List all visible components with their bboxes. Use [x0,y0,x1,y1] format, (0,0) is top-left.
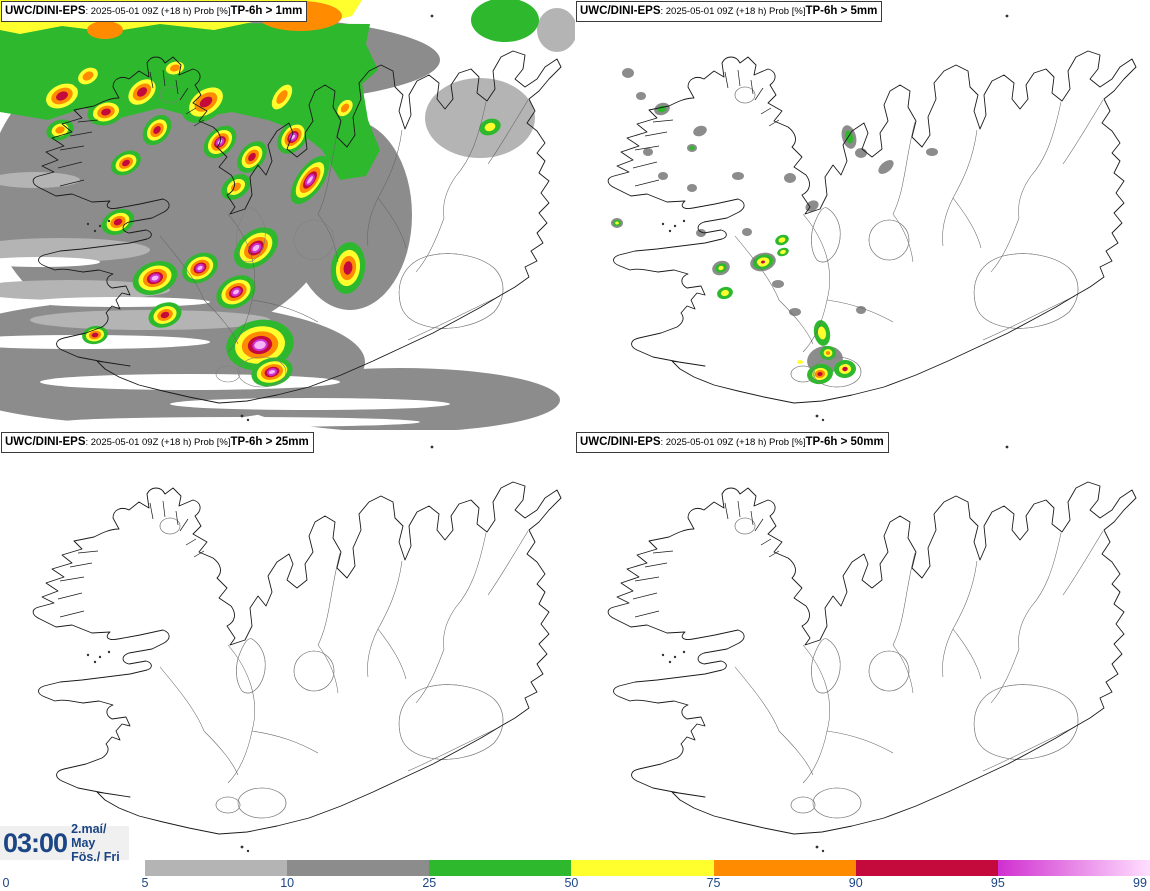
probability-spot [797,360,803,364]
valid-date [71,822,129,864]
legend-tick: 90 [848,876,863,890]
probability-spot [856,306,866,314]
iceland-map-50mm [575,431,1150,861]
legend-tick-labels [0,876,1150,891]
forecast-panel-25mm [0,431,575,861]
legend-tick: 10 [280,876,295,890]
weekday-line: Fös./ Fri [71,850,120,864]
probability-spot [689,146,695,150]
probability-spot [687,184,697,192]
probability-spot [784,173,796,183]
probability-spot [658,172,668,180]
probability-spot [926,148,938,156]
run-info: : 2025-05-01 09Z (+18 h) Prob [%] [660,6,806,17]
clock-box [0,822,129,864]
legend-segment [856,860,998,876]
threshold-label: TP-6h > 5mm [805,5,878,17]
iceland-map-25mm [0,431,575,861]
legend-colorbar [145,860,1150,876]
product-name: UWC/DINI-EPS [580,5,661,17]
forecast-panel-50mm [575,431,1150,861]
legend-tick: 75 [706,876,721,890]
probability-spot [826,351,830,355]
probability-spot [615,222,619,225]
legend-segment [998,860,1150,876]
legend-segment [287,860,429,876]
iceland-map-5mm [575,0,1150,430]
legend-segment [714,860,856,876]
panel-title-25mm [1,432,314,453]
legend-tick: 99 [1133,876,1147,890]
legend-tick: 25 [422,876,437,890]
product-name: UWC/DINI-EPS [5,5,86,17]
run-info: : 2025-05-01 09Z (+18 h) Prob [%] [85,437,231,448]
probability-spot [855,148,867,158]
threshold-label: TP-6h > 1mm [230,5,303,17]
probability-spot [732,172,744,180]
legend-tick: 0 [2,876,10,890]
legend-tick: 5 [141,876,149,890]
probability-spot [636,92,646,100]
panel-title-50mm [576,432,889,453]
run-info: : 2025-05-01 09Z (+18 h) Prob [%] [85,6,231,17]
forecast-panel-5mm [575,0,1150,430]
probability-spot [876,157,896,176]
legend-segment [145,860,287,876]
threshold-label: TP-6h > 50mm [805,436,884,448]
panel-title-1mm [1,1,307,22]
legend-segment [429,860,571,876]
product-name: UWC/DINI-EPS [580,436,661,448]
probability-spot [622,68,634,78]
probability-spot [643,148,653,156]
legend-tick: 50 [564,876,579,890]
run-info: : 2025-05-01 09Z (+18 h) Prob [%] [660,437,806,448]
probability-spot [742,228,752,236]
forecast-panel-1mm [0,0,575,430]
panel-title-5mm [576,1,882,22]
iceland-map-1mm [0,0,575,430]
legend-segment [571,860,713,876]
valid-time: 03:00 [3,827,68,858]
probability-spot [692,124,709,138]
probability-legend [0,858,1150,891]
date-line: 2.maí/ May [71,822,107,850]
threshold-label: TP-6h > 25mm [230,436,309,448]
product-name: UWC/DINI-EPS [5,436,86,448]
probability-spot [772,280,784,288]
legend-tick: 95 [990,876,1005,890]
